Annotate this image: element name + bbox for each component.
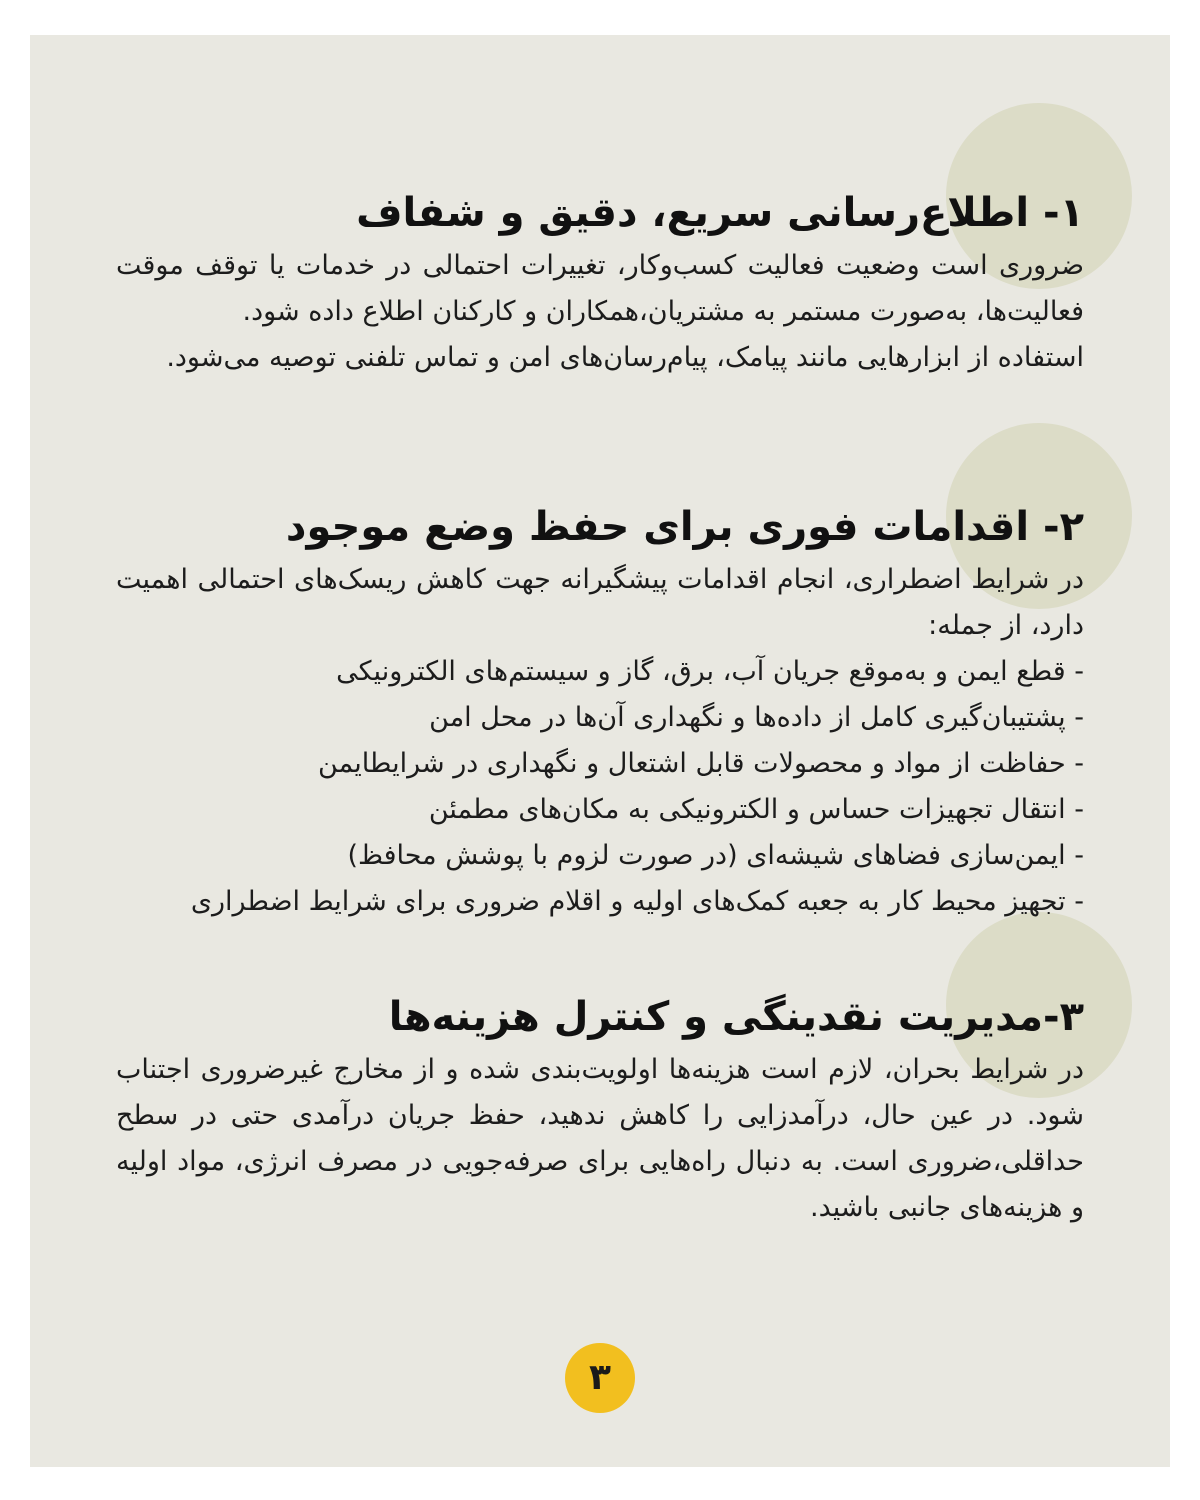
bullet-item: - قطع ایمن و به‌موقع جریان آب، برق، گاز و سیستم‌های الکترونیکی bbox=[336, 656, 1084, 687]
section-1-paragraph-1: ضروری است وضعیت فعالیت کسب‌وکار، تغییرات احتمالی در خدمات یا توقف موقت فعالیت‌ها، به‌صورت مستمر به مشتریان،همکاران و کارکنان اطلاع داده شود. bbox=[116, 250, 1084, 327]
section-2-intro: در شرایط اضطراری، انجام اقدامات پیشگیرانه جهت کاهش ریسک‌های احتمالی اهمیت دارد، از جمله: bbox=[116, 564, 1084, 641]
section-1-paragraph-2: استفاده از ابزارهایی مانند پیامک، پیام‌رسان‌های امن و تماس تلفنی توصیه می‌شود. bbox=[166, 342, 1084, 373]
bullet-item: - پشتیبان‌گیری کامل از داده‌ها و نگهداری آن‌ها در محل امن bbox=[429, 702, 1084, 733]
section-3-paragraph-1: در شرایط بحران، لازم است هزینه‌ها اولویت‌بندی شده و از مخارج غیرضروری اجتناب شود. در عین حال، درآمدزایی را کاهش ندهید، حفظ جریان درآمدی حتی در سطح حداقلی،ضروری است. به دنبال راه‌هایی برای صرفه‌جویی در مصرف انرژی، مواد اولیه و هزینه‌های جانبی باشید. bbox=[116, 1054, 1084, 1223]
bullet-item: - تجهیز محیط کار به جعبه کمک‌های اولیه و اقلام ضروری برای شرایط اضطراری bbox=[190, 886, 1084, 917]
section-communication bbox=[116, 183, 1084, 381]
section-2-heading: ۲- اقدامات فوری برای حفظ وضع موجود bbox=[285, 504, 1084, 550]
bullet-item: - انتقال تجهیزات حساس و الکترونیکی به مکان‌های مطمئن bbox=[428, 794, 1084, 825]
section-2-bullet-list bbox=[116, 649, 1084, 925]
bullet-item: - ایمن‌سازی فضاهای شیشه‌ای (در صورت لزوم با پوشش محافظ) bbox=[347, 840, 1084, 871]
bullet-item: - حفاظت از مواد و محصولات قابل اشتعال و نگهداری در شرایطایمن bbox=[318, 748, 1084, 779]
section-1-heading: ۱- اطلاع‌رسانی سریع، دقیق و شفاف bbox=[356, 190, 1084, 236]
page-number-badge: ۳ bbox=[565, 1343, 635, 1413]
document-page bbox=[30, 35, 1170, 1467]
section-liquidity-management bbox=[116, 987, 1084, 1231]
section-immediate-actions bbox=[116, 497, 1084, 925]
section-3-heading: ۳-مدیریت نقدینگی و کنترل هزینه‌ها bbox=[388, 994, 1084, 1040]
